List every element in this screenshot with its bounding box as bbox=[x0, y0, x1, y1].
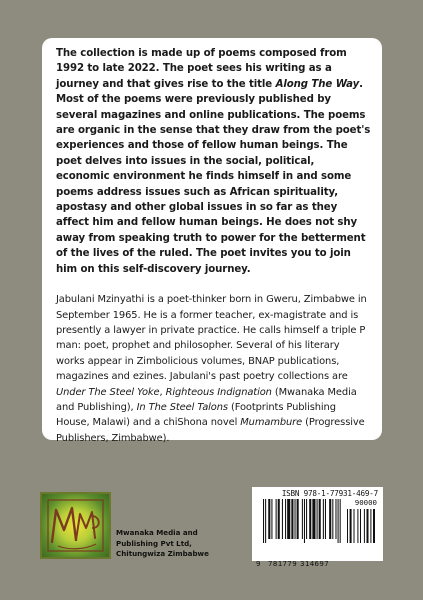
bio-text-1: Jabulani Mzinyathi is a poet-thinker born in Gweru, Zimbabwe in September 1965. He is a former teacher, ex-magistrate and is presently a lawyer in private practice. He calls himself a triple P man: poet, prophet and philosopher. Several of his literary works appear in Zimbolicious volumes, BNAP publications, magazines and ezines. Jabulani's past poetry collections are bbox=[56, 294, 367, 383]
bio-separator: , bbox=[159, 386, 166, 398]
barcode-digits-left: 781779 bbox=[268, 559, 298, 568]
isbn-text: ISBN 978-1-77931-469-7 bbox=[281, 489, 378, 498]
bio-text-4: (Progressive Publishers, Zimbabwe). bbox=[56, 417, 365, 444]
book-title: Along The Way bbox=[275, 78, 360, 90]
publisher-line-1: Mwanaka Media and bbox=[116, 528, 198, 537]
bio-book-1: Under The Steel Yoke bbox=[56, 386, 160, 398]
bio-book-2: Righteous Indignation bbox=[165, 386, 272, 398]
barcode-digits-right: 314697 bbox=[300, 559, 330, 568]
barcode-addon-number: 90000 bbox=[354, 498, 377, 507]
barcode-digit-first: 9 bbox=[256, 559, 261, 568]
bio-book-4: Mumambure bbox=[240, 417, 303, 429]
text-panel bbox=[42, 38, 382, 444]
bio-text-2: (Mwanaka Media and Publishing), bbox=[56, 386, 357, 413]
blurb-text-1: The collection is made up of poems composed from 1992 to late 2022. The poet sees his writing as a journey and that gives rise to the title bbox=[56, 48, 347, 90]
blurb-text-2: . Most of the poems were previously published by several magazines and online publications. The poems are organic in the sense that they draw from the poet's experiences and those of fellow human beings. The poet delves into issues in the social, political, economic environment he finds himself in and some poems address issues such as African spirituality, apostasy and other global issues in so far as they affect him and fellow human beings. He does not shy away from speaking truth to power for the betterment of the lives of the ruled. The poet invites you to join him on this self-discovery journey. bbox=[56, 78, 371, 275]
book-blurb bbox=[56, 46, 371, 277]
bio-text-3: (Footprints Publishing House, Malawi) and a chiShona novel bbox=[56, 401, 336, 429]
author-bio bbox=[56, 292, 371, 446]
publisher-line-2: Publishing Pvt Ltd, bbox=[116, 538, 192, 548]
publisher-info bbox=[116, 528, 246, 560]
publisher-line-3: Chitungwiza Zimbabwe bbox=[116, 549, 209, 559]
isbn-barcode bbox=[252, 487, 383, 568]
bio-book-3: In The Steel Talons bbox=[136, 401, 228, 413]
publisher-logo bbox=[40, 492, 111, 559]
